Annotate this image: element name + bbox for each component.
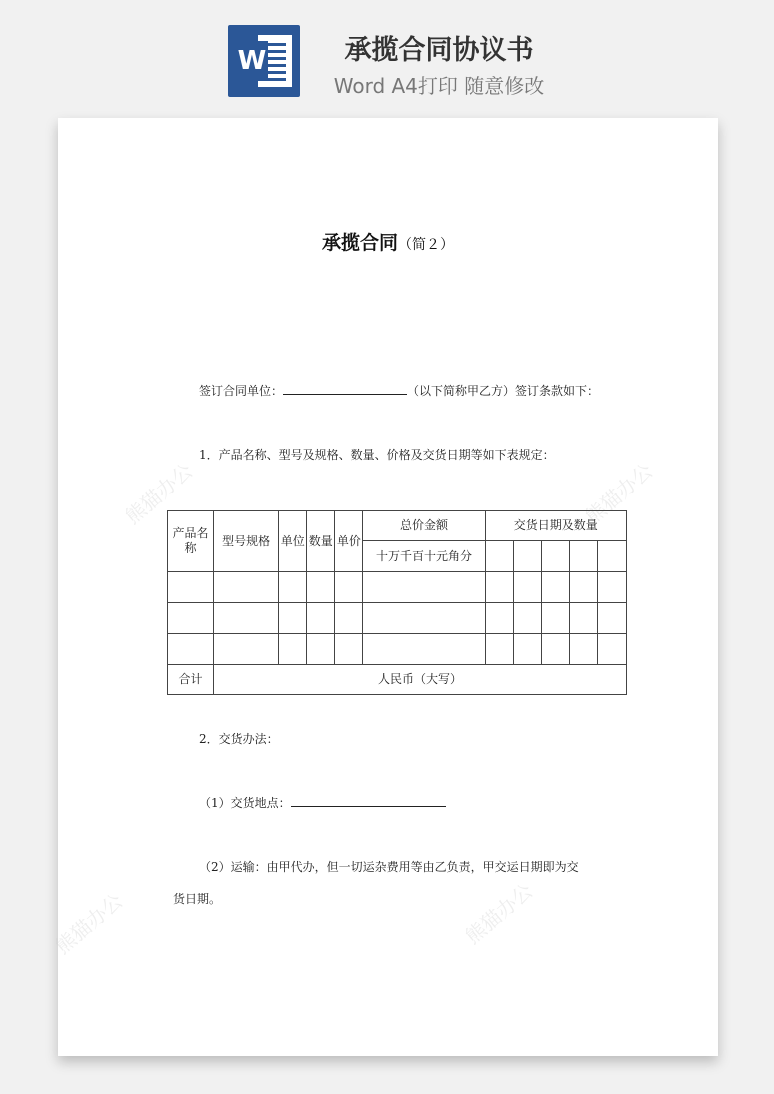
table-cell[interactable] [279, 572, 307, 603]
table-cell[interactable] [363, 634, 485, 665]
watermark: 熊猫办公 [580, 458, 658, 529]
document-page [50, 118, 718, 1056]
table-cell[interactable] [485, 603, 513, 634]
table-cell[interactable] [513, 572, 541, 603]
header-unit: 单位 [279, 511, 307, 572]
watermark: 熊猫办公 [50, 888, 128, 959]
header-product-name: 产品名称 [168, 511, 214, 572]
table-cell[interactable] [513, 634, 541, 665]
table-cell[interactable] [279, 634, 307, 665]
table-cell[interactable] [307, 572, 335, 603]
intro-suffix: （以下简称甲乙方）签订条款如下： [407, 384, 600, 398]
header-unit-price: 单价 [335, 511, 363, 572]
clause-2-2-line2: 货日期。 [173, 892, 222, 906]
table-cell[interactable] [214, 634, 279, 665]
table-cell[interactable] [485, 634, 513, 665]
table-cell[interactable] [597, 541, 626, 572]
watermark: 熊猫办公 [460, 878, 538, 949]
table-cell[interactable] [168, 572, 214, 603]
title-main: 承揽合同 [321, 232, 398, 254]
banner-subtitle: Word A4打印 随意修改 [333, 74, 545, 98]
table-row [168, 634, 627, 665]
table-cell[interactable] [485, 572, 513, 603]
table-cell[interactable] [597, 572, 626, 603]
table-cell[interactable] [541, 634, 569, 665]
table-cell[interactable] [597, 603, 626, 634]
document-title [58, 228, 718, 255]
table-cell[interactable] [513, 603, 541, 634]
word-doc-icon [228, 25, 300, 97]
table-cell[interactable] [214, 572, 279, 603]
clause-2-1 [199, 794, 446, 811]
table-cell[interactable] [335, 572, 363, 603]
table-cell[interactable] [541, 541, 569, 572]
table-row [168, 572, 627, 603]
table-cell[interactable] [335, 603, 363, 634]
table-row [168, 603, 627, 634]
table-cell[interactable] [363, 603, 485, 634]
table-cell[interactable] [513, 541, 541, 572]
table-cell[interactable] [485, 541, 513, 572]
header-model: 型号规格 [214, 511, 279, 572]
header-delivery: 交货日期及数量 [485, 511, 626, 541]
clause-2-1-text: （1）交货地点： [199, 796, 291, 810]
table-cell[interactable] [541, 572, 569, 603]
table-cell[interactable] [214, 603, 279, 634]
table-cell[interactable] [569, 541, 597, 572]
delivery-place-blank[interactable] [291, 794, 446, 807]
footer-value: 人民币（大写） [214, 665, 627, 695]
table-cell[interactable] [168, 634, 214, 665]
header-quantity: 数量 [307, 511, 335, 572]
table-cell[interactable] [335, 634, 363, 665]
footer-label: 合计 [168, 665, 214, 695]
product-table [167, 510, 627, 695]
banner-title: 承揽合同协议书 [344, 35, 534, 66]
table-cell[interactable] [569, 572, 597, 603]
table-footer-row [168, 665, 627, 695]
watermark: 熊猫办公 [120, 458, 198, 529]
word-letter: W [236, 41, 268, 81]
intro-prefix: 签订合同单位： [199, 384, 284, 398]
clause-2-2-line1: （2）运输：由甲代办，但一切运杂费用等由乙负责，甲交运日期即为交 [199, 860, 579, 874]
clause-2: 2．交货办法： [199, 732, 279, 746]
header-total-digits: 十万千百十元角分 [363, 541, 485, 572]
title-suffix: （简２） [398, 237, 454, 253]
table-cell[interactable] [279, 603, 307, 634]
table-cell[interactable] [363, 572, 485, 603]
intro-line [199, 382, 599, 399]
party-blank[interactable] [283, 382, 407, 395]
clause-1: 1．产品名称、型号及规格、数量、价格及交货日期等如下表规定： [199, 448, 555, 462]
table-cell[interactable] [168, 603, 214, 634]
table-cell[interactable] [569, 634, 597, 665]
table-cell[interactable] [569, 603, 597, 634]
table-cell[interactable] [307, 634, 335, 665]
table-cell[interactable] [597, 634, 626, 665]
table-cell[interactable] [307, 603, 335, 634]
table-cell[interactable] [541, 603, 569, 634]
header-total: 总价金额 [363, 511, 485, 541]
